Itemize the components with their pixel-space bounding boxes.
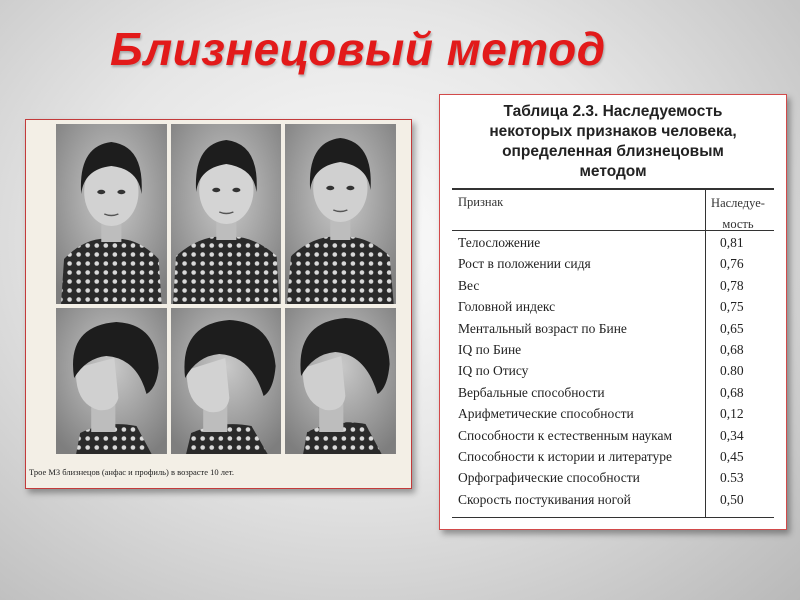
twin-front-photo-3 [285,124,396,304]
twin-profile-photo-2 [171,308,282,454]
trait-cell: Способности к естественным наукам [458,427,672,443]
heritability-cell: 0,12 [720,406,744,422]
heritability-cell: 0.80 [720,363,744,379]
trait-cell: Орфографические способности [458,470,640,486]
trait-cell: IQ по Отису [458,363,529,379]
trait-cell: Рост в положении сидя [458,256,591,272]
table-row [458,428,778,449]
table-title [452,102,774,182]
table-title-line: методом [579,163,647,180]
twin-profile-photo-3 [285,308,396,454]
column-header-trait: Признак [458,195,504,209]
table-title-line: Таблица 2.3. Наследуемость [503,103,723,120]
heritability-table-panel [439,94,787,530]
trait-cell: Способности к истории и литературе [458,448,672,464]
twin-profile-photo-1 [56,308,167,454]
table-bottom-rule [452,517,774,518]
heritability-cell: 0,68 [720,341,744,357]
trait-cell: Телосложение [458,235,541,250]
trait-cell: Головной индекс [458,299,556,315]
column-header-heritability [707,193,769,235]
heritability-cell: 0,75 [720,299,744,315]
heritability-cell: 0,68 [720,384,744,400]
trait-cell: Скорость постукивания ногой [458,491,631,507]
heritability-cell: 0,45 [720,448,744,464]
heritability-cell: 0,81 [720,235,744,250]
twins-photo-panel [25,119,412,489]
photo-caption: Трое МЗ близнецов (анфас и профиль) в возрасте 10 лет. [29,467,234,477]
table-row [458,342,778,363]
table-row [458,299,778,320]
table-row [458,278,778,299]
table-row [458,321,778,342]
twin-front-photo-2 [171,124,282,304]
heritability-cell: 0,76 [720,256,744,272]
column-header-heritability-line: Наследуе- [711,196,765,210]
table-row [458,406,778,427]
table-row [458,449,778,470]
column-header-heritability-line: мость [722,217,754,231]
table-top-rule [452,188,774,190]
twin-front-photo-1 [56,124,167,304]
heritability-cell: 0,65 [720,320,744,336]
table-row [458,385,778,406]
trait-cell: Ментальный возраст по Бине [458,320,627,336]
trait-cell: Вербальные способности [458,384,605,400]
trait-cell: IQ по Бине [458,341,522,357]
table-title-line: некоторых признаков человека, [489,123,737,140]
heritability-cell: 0,78 [720,277,744,293]
table-row [458,470,778,491]
trait-cell: Вес [458,277,480,293]
trait-cell: Арифметические способности [458,406,634,422]
table-body [458,235,778,513]
heritability-cell: 0,34 [720,427,744,443]
table-row [458,363,778,384]
table-title-line: определенная близнецовым [502,143,724,160]
table-row [458,492,778,513]
table-row [458,235,778,256]
slide-title: Близнецовый метод [110,23,606,75]
table-row [458,256,778,277]
heritability-cell: 0.53 [720,470,744,486]
heritability-cell: 0,50 [720,491,744,507]
